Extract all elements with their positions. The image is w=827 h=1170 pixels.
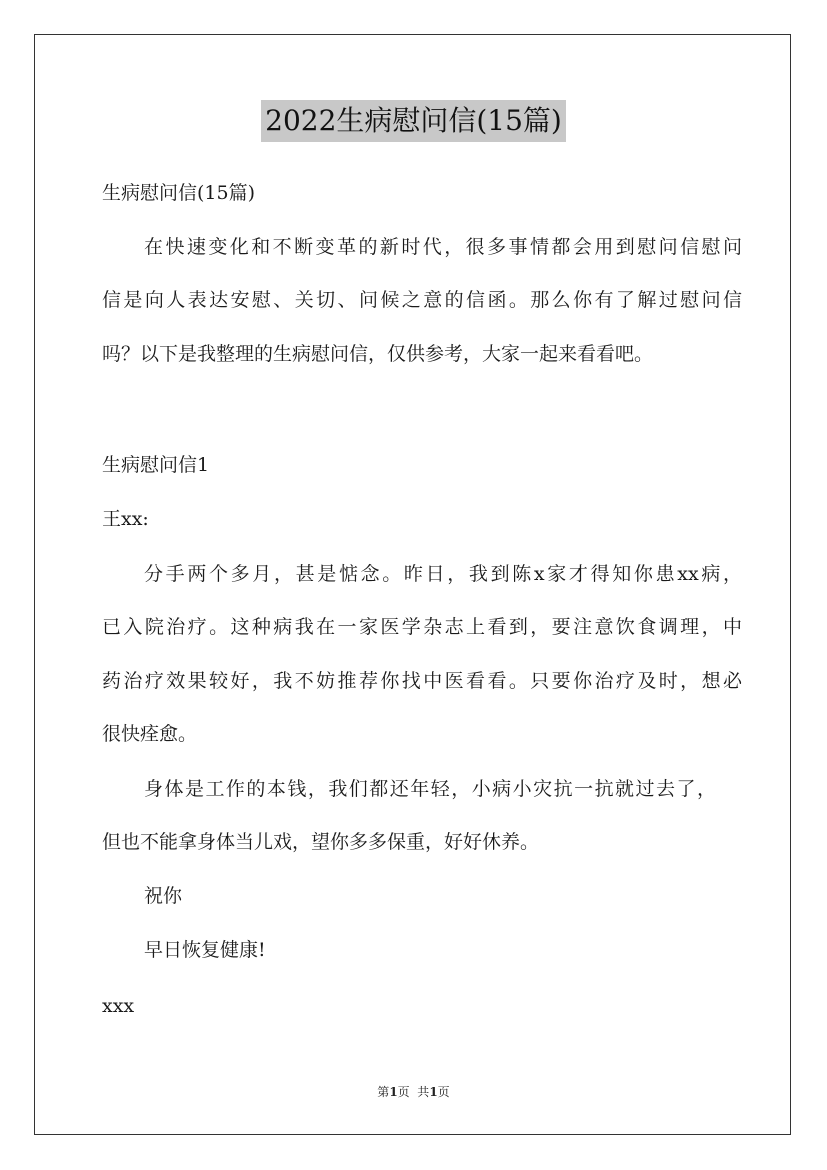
- closing-line-1: 祝你: [144, 885, 183, 907]
- footer-total-pages: 1: [429, 1085, 438, 1099]
- footer-prefix: 第: [377, 1085, 390, 1099]
- para1-line-4: 很快痊愈。: [102, 723, 198, 745]
- intro-line-2: 信是向人表达安慰、关切、问候之意的信函。那么你有了解过慰问信: [102, 289, 742, 311]
- intro-line-1: 在快速变化和不断变革的新时代，很多事情都会用到慰问信慰问: [144, 236, 742, 258]
- closing-line-2: 早日恢复健康!: [144, 939, 266, 961]
- title-container: [0, 100, 827, 142]
- footer-page-number: 1: [389, 1085, 398, 1099]
- intro-line-3: 吗？以下是我整理的生病慰问信，仅供参考，大家一起来看看吧。: [102, 343, 654, 365]
- document-subtitle: 生病慰问信(15篇): [102, 182, 256, 204]
- document-title: 2022生病慰问信(15篇): [261, 100, 566, 142]
- para2-line-2: 但也不能拿身体当儿戏，望你多多保重，好好休养。: [102, 831, 540, 853]
- signature: xxx: [102, 995, 135, 1017]
- footer-suffix: 页: [437, 1085, 450, 1099]
- footer-mid: 页 共: [397, 1085, 430, 1099]
- para1-line-1: 分手两个多月，甚是惦念。昨日，我到陈x家才得知你患xx病，: [144, 563, 742, 585]
- para1-line-3: 药治疗效果较好，我不妨推荐你找中医看看。只要你治疗及时，想必: [102, 670, 742, 692]
- para2-line-1: 身体是工作的本钱，我们都还年轻，小病小灾抗一抗就过去了，: [144, 778, 716, 800]
- letter-heading: 生病慰问信1: [102, 454, 210, 476]
- letter-salutation: 王xx:: [102, 508, 149, 530]
- para1-line-2: 已入院治疗。这种病我在一家医学杂志上看到，要注意饮食调理，中: [102, 616, 742, 638]
- page-footer: [0, 1084, 827, 1100]
